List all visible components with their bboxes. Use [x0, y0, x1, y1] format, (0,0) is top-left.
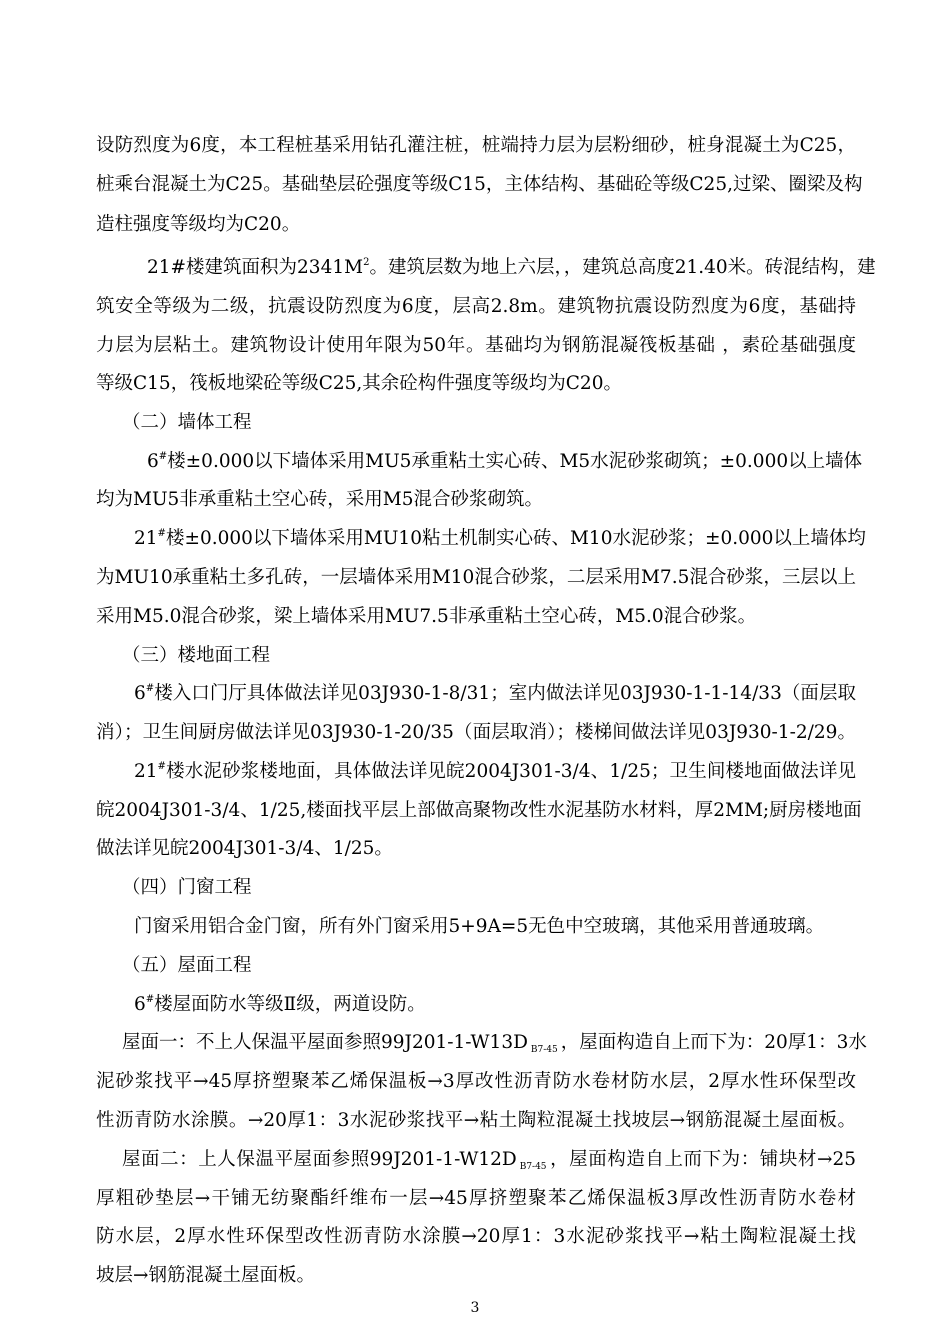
- wall6-line2: 均为MU5非承重粘土空心砖，采用M5混合砂浆砌筑。: [96, 489, 544, 510]
- wall21-text: 楼±0.000以下墙体采用MU10粘土机制实心砖、M10水泥砂浆；±0.000以上墙体均: [165, 528, 866, 549]
- heading-roof: （五）屋面工程: [122, 955, 252, 976]
- floor21-line2: 皖2004J301-3/4、1/25,楼面找平层上部做高聚物改性水泥基防水材料，厚2MM;厨房楼地面: [96, 800, 862, 821]
- roof2-text-b: ，屋面构造自上而下为：铺块材→25: [549, 1149, 856, 1170]
- para2-line3: 力层为层粘土。建筑物设计使用年限为50年。基础均为钢筋混凝筏板基础 ，素砼基础强度: [96, 335, 856, 356]
- heading-wall: （二）墙体工程: [122, 412, 252, 433]
- heading-floor: （三）楼地面工程: [122, 645, 271, 666]
- page-number: 3: [470, 1300, 480, 1316]
- floor21-line3: 做法详见皖2004J301-3/4、1/25。: [96, 838, 393, 859]
- building-number: 6: [147, 451, 159, 472]
- roof6-line: [134, 993, 856, 1017]
- wall21-line2: 为MU10承重粘土多孔砖，一层墙体采用M10混合砂浆，二层采用M7.5混合砂浆，三层以上: [96, 567, 856, 588]
- roof1-text-b: ，屋面构造自上而下为：20厚1：3水: [560, 1032, 867, 1053]
- para2-line4: 等级C15，筏板地梁砼等级C25,其余砼构件强度等级均为C20。: [96, 373, 622, 394]
- para2-text-a: 21#楼建筑面积为2341M: [147, 257, 364, 278]
- para1-line1: 设防烈度为6度，本工程桩基采用钻孔灌注桩，桩端持力层为层粉细砂，桩身混凝土为C25，: [96, 135, 856, 156]
- para2-line2: 筑安全等级为二级，抗震设防烈度为6度，层高2.8m。建筑物抗震设防烈度为6度，基础持: [96, 296, 856, 317]
- roof2-line1: [122, 1148, 856, 1175]
- roof6-text: 楼屋面防水等级Ⅱ级，两道设防。: [154, 994, 426, 1015]
- floor21-text: 楼水泥砂浆楼地面，具体做法详见皖2004J301-3/4、1/25；卫生间楼地面做法详见: [165, 761, 856, 782]
- para1-line2: 桩乘台混凝土为C25。基础垫层砼强度等级C15，主体结构、基础砼等级C25,过梁、圈梁及构: [96, 174, 863, 195]
- floor6-text: 楼入口门厅具体做法详见03J930-1-8/31；室内做法详见03J930-1-1-14/33（面层取: [154, 683, 856, 704]
- hash-superscript: #: [145, 682, 155, 694]
- hash-superscript: #: [158, 450, 168, 462]
- floor6-line2: 消）；卫生间厨房做法详见03J930-1-20/35（面层取消）；楼梯间做法详见03J930-1-2/29。: [96, 722, 856, 743]
- roof1-line1: [122, 1031, 867, 1058]
- wall21-line1: [134, 527, 866, 551]
- roof1-line3: 性沥青防水涂膜。→20厚1：3水泥砂浆找平→粘土陶粒混凝土找坡层→钢筋混凝土屋面板。: [96, 1110, 856, 1131]
- hash-superscript: #: [157, 760, 166, 772]
- window-line: 门窗采用铝合金门窗，所有外门窗采用5+9A=5无色中空玻璃，其他采用普通玻璃。: [134, 916, 825, 937]
- wall21-line3: 采用M5.0混合砂浆，梁上墙体采用MU7.5非承重粘土空心砖，M5.0混合砂浆。: [96, 606, 757, 627]
- roof2-line4: 坡层→钢筋混凝土屋面板。: [96, 1265, 316, 1286]
- building-number: 6: [134, 683, 146, 704]
- reference-subscript: B7-45: [530, 1045, 558, 1055]
- heading-window: （四）门窗工程: [122, 877, 252, 898]
- building-number: 6: [134, 994, 146, 1015]
- hash-superscript: #: [157, 527, 166, 539]
- roof2-text-a: 屋面二：上人保温平屋面参照99J201-1-W12D: [122, 1149, 517, 1170]
- floor6-line1: [134, 682, 856, 706]
- wall6-line1: [147, 450, 863, 474]
- para2-text-b: 。建筑层数为地上六层，，建筑总高度21.40米。砖混结构，建: [369, 257, 876, 278]
- building-number: 21: [134, 528, 158, 549]
- roof2-line3: 防水层，2厚水性环保型改性沥青防水涂膜→20厚1：3水泥砂浆找平→粘土陶粒混凝土找: [96, 1226, 856, 1247]
- hash-superscript: #: [145, 993, 155, 1005]
- floor21-line1: [134, 760, 856, 784]
- superscript-2: 2: [363, 256, 370, 268]
- para2-line1: [147, 256, 876, 280]
- roof1-text-a: 屋面一：不上人保温平屋面参照99J201-1-W13D: [122, 1032, 528, 1053]
- para1-line3: 造柱强度等级均为C20。: [96, 214, 301, 235]
- wall6-text: 楼±0.000以下墙体采用MU5承重粘土实心砖、M5水泥砂浆砌筑；±0.000以上墙体: [167, 451, 863, 472]
- roof2-line2: 厚粗砂垫层→干铺无纺聚酯纤维布一层→45厚挤塑聚苯乙烯保温板3厚改性沥青防水卷材: [96, 1188, 856, 1209]
- reference-subscript: B7-45: [519, 1162, 547, 1172]
- building-number: 21: [134, 761, 158, 782]
- roof1-line2: 泥砂浆找平→45厚挤塑聚苯乙烯保温板→3厚改性沥青防水卷材防水层，2厚水性环保型改: [96, 1071, 856, 1092]
